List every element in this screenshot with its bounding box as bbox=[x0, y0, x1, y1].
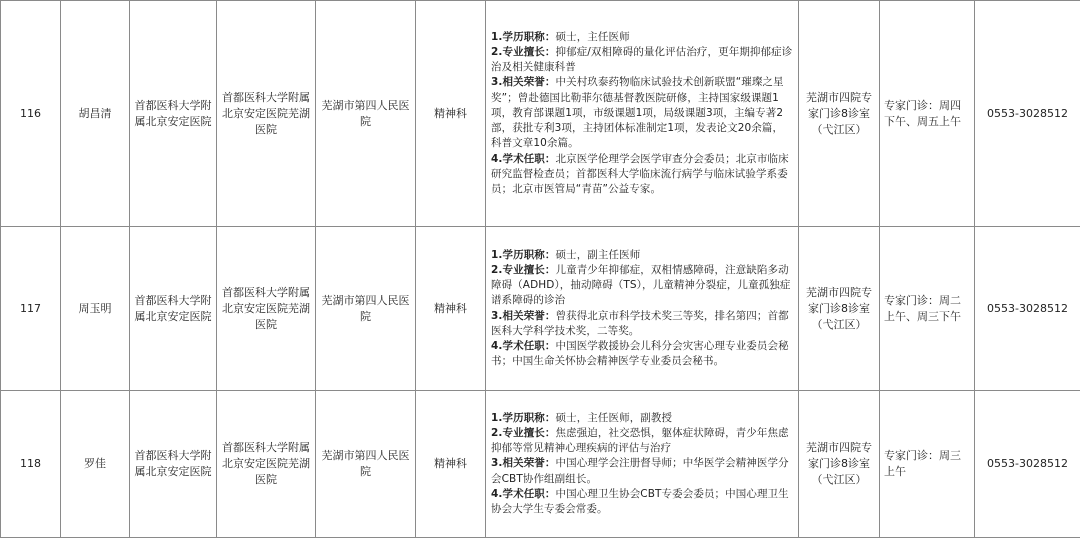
detail-key: 2.专业擅长： bbox=[491, 46, 556, 58]
detail-key: 4.学术任职： bbox=[491, 340, 556, 352]
clinic-schedule: 专家门诊：周三上午 bbox=[880, 391, 975, 538]
clinic-location: 芜湖市四院专家门诊8诊室（弋江区） bbox=[799, 1, 880, 227]
detail-honors bbox=[491, 75, 793, 151]
source-hospital: 首都医科大学附属北京安定医院 bbox=[130, 391, 217, 538]
table-row bbox=[1, 227, 1080, 391]
detail-text: 硕士，主任医师 bbox=[556, 31, 630, 43]
detail-text: 抑郁症/双相障碍的量化评估治疗，更年期抑郁症诊治及相关健康科普 bbox=[491, 46, 792, 73]
detail-positions bbox=[491, 339, 793, 369]
detail-key: 3.相关荣誉： bbox=[491, 76, 556, 88]
host-hospital: 芜湖市第四人民医院 bbox=[316, 1, 416, 227]
clinic-schedule: 专家门诊：周四下午、周五上午 bbox=[880, 1, 975, 227]
expert-details bbox=[486, 391, 799, 538]
row-number: 117 bbox=[1, 227, 61, 391]
detail-text: 中国心理学会注册督导师；中华医学会精神医学分会CBT协作组副组长。 bbox=[491, 457, 789, 484]
host-hospital: 芜湖市第四人民医院 bbox=[316, 227, 416, 391]
detail-text: 中国心理卫生协会CBT专委会委员；中国心理卫生协会大学生专委会常委。 bbox=[491, 488, 789, 515]
table-row bbox=[1, 391, 1080, 538]
detail-text: 硕士，副主任医师 bbox=[556, 249, 641, 261]
expert-name: 周玉明 bbox=[61, 227, 130, 391]
detail-key: 2.专业擅长： bbox=[491, 264, 556, 276]
contact-phone: 0553-3028512 bbox=[975, 1, 1080, 227]
detail-key: 4.学术任职： bbox=[491, 488, 556, 500]
detail-key: 1.学历职称： bbox=[491, 249, 556, 261]
contact-phone: 0553-3028512 bbox=[975, 391, 1080, 538]
expert-details bbox=[486, 227, 799, 391]
detail-honors bbox=[491, 456, 793, 486]
detail-text: 中关村玖泰药物临床试验技术创新联盟“璀璨之星奖”；曾赴德国比勒菲尔德基督教医院研修，主持国家级课题1项，教育部课题1项，市级课题1项，局级课题3项，主编专著2部，获批专利3项，主持团体标准制定1项，发表论文20余篇，科普文章10余篇。 bbox=[491, 76, 784, 149]
row-number: 118 bbox=[1, 391, 61, 538]
detail-key: 3.相关荣誉： bbox=[491, 457, 556, 469]
detail-text: 儿童青少年抑郁症，双相情感障碍，注意缺陷多动障碍（ADHD），抽动障碍（TS），儿童精神分裂症，儿童孤独症谱系障碍的诊治 bbox=[491, 264, 790, 306]
detail-text: 曾获得北京市科学技术奖三等奖，排名第四；首都医科大学科学技术奖，二等奖。 bbox=[491, 310, 789, 337]
alliance-hospital: 首都医科大学附属北京安定医院芜湖医院 bbox=[217, 391, 316, 538]
detail-expertise bbox=[491, 263, 793, 309]
detail-key: 3.相关荣誉： bbox=[491, 310, 556, 322]
detail-text: 焦虑强迫，社交恐惧，躯体症状障碍，青少年焦虑抑郁等常见精神心理疾病的评估与治疗 bbox=[491, 427, 789, 454]
alliance-hospital: 首都医科大学附属北京安定医院芜湖医院 bbox=[217, 227, 316, 391]
detail-expertise bbox=[491, 426, 793, 456]
clinic-location: 芜湖市四院专家门诊8诊室（弋江区） bbox=[799, 391, 880, 538]
department: 精神科 bbox=[416, 227, 486, 391]
detail-key: 1.学历职称： bbox=[491, 31, 556, 43]
expert-details bbox=[486, 1, 799, 227]
contact-phone: 0553-3028512 bbox=[975, 227, 1080, 391]
table-row bbox=[1, 1, 1080, 227]
host-hospital: 芜湖市第四人民医院 bbox=[316, 391, 416, 538]
clinic-schedule: 专家门诊：周二上午、周三下午 bbox=[880, 227, 975, 391]
detail-honors bbox=[491, 309, 793, 339]
detail-education bbox=[491, 248, 793, 263]
detail-key: 2.专业擅长： bbox=[491, 427, 556, 439]
detail-text: 北京医学伦理学会医学审查分会委员；北京市临床研究监督检查员；首都医科大学临床流行病学与临床试验学系委员；北京市医管局“青苗”公益专家。 bbox=[491, 153, 789, 195]
source-hospital: 首都医科大学附属北京安定医院 bbox=[130, 227, 217, 391]
clinic-location: 芜湖市四院专家门诊8诊室（弋江区） bbox=[799, 227, 880, 391]
detail-positions bbox=[491, 152, 793, 198]
department: 精神科 bbox=[416, 1, 486, 227]
expert-name: 胡昌清 bbox=[61, 1, 130, 227]
detail-text: 中国医学救援协会儿科分会灾害心理专业委员会秘书；中国生命关怀协会精神医学专业委员会秘书。 bbox=[491, 340, 789, 367]
expert-name: 罗佳 bbox=[61, 391, 130, 538]
detail-key: 1.学历职称： bbox=[491, 412, 556, 424]
detail-positions bbox=[491, 487, 793, 517]
detail-text: 硕士，主任医师，副教授 bbox=[556, 412, 673, 424]
detail-key: 4.学术任职： bbox=[491, 153, 556, 165]
detail-expertise bbox=[491, 45, 793, 75]
detail-education bbox=[491, 30, 793, 45]
source-hospital: 首都医科大学附属北京安定医院 bbox=[130, 1, 217, 227]
alliance-hospital: 首都医科大学附属北京安定医院芜湖医院 bbox=[217, 1, 316, 227]
detail-education bbox=[491, 411, 793, 426]
department: 精神科 bbox=[416, 391, 486, 538]
row-number: 116 bbox=[1, 1, 61, 227]
